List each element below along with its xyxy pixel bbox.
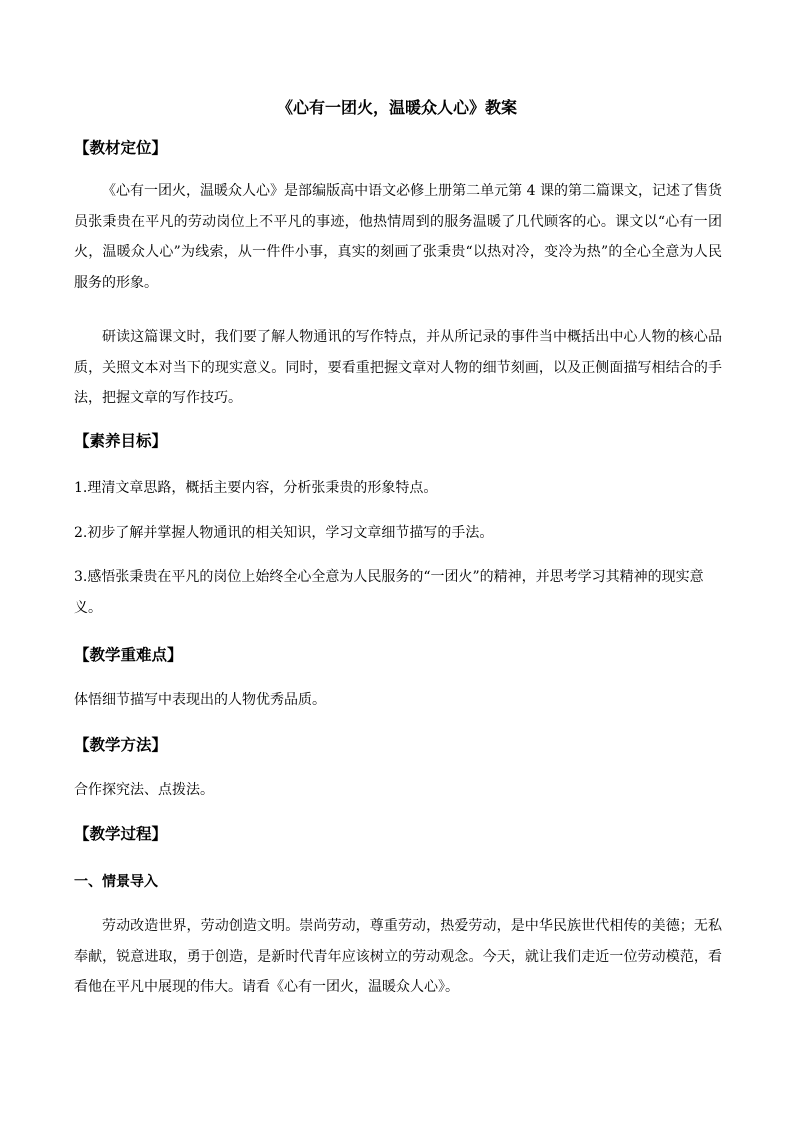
heading-literacy-goals: 【素养目标】 — [74, 431, 168, 450]
key-points-text: 体悟细节描写中表现出的人物优秀品质。 — [74, 692, 326, 708]
positioning-paragraph-2: 研读这篇课文时，我们要了解人物通讯的写作特点，并从所记录的事件当中概括出中心人物的核心品质，关照文本对当下的现实意义。同时，要看重把握文章对人物的细节刻画，以及正侧面描写相结合的手法，把握文章的写作技巧。 — [74, 329, 722, 406]
scene-intro-paragraph: 劳动改造世界，劳动创造文明。崇尚劳动，尊重劳动，热爱劳动，是中华民族世代相传的美德；无私奉献，锐意进取，勇于创造，是新时代青年应该树立的劳动观念。今天，就让我们走近一位劳动模范，看看他在平凡中展现的伟大。请看《心有一团火，温暖众人心》。 — [74, 918, 722, 995]
goal-item-2: 2.初步了解并掌握人物通讯的相关知识，学习文章细节描写的手法。 — [74, 525, 494, 541]
heading-textbook-positioning: 【教材定位】 — [74, 138, 168, 157]
goal-item-3: 3.感悟张秉贵在平凡的岗位上始终全心全意为人民服务的“一团火”的精神，并思考学习其精神的现实意义。 — [74, 569, 704, 616]
heading-key-points: 【教学重难点】 — [74, 645, 183, 664]
positioning-paragraph-1: 《心有一团火，温暖众人心》是部编版高中语文必修上册第二单元第 4 课的第二篇课文，记述了售货员张秉贵在平凡的劳动岗位上不平凡的事迹，他热情周到的服务温暖了几代顾客的心。课文以“心有一团火，温暖众人心”为线索，从一件件小事，真实的刻画了张秉贵“以热对冷，变冷为热”的全心全意为人民服务的形象。 — [74, 183, 722, 291]
document-title: 《心有一团火，温暖众人心》教案 — [276, 98, 517, 117]
teaching-methods-text: 合作探究法、点拨法。 — [74, 782, 214, 798]
subheading-scene-intro: 一、情景导入 — [74, 874, 158, 890]
goal-item-1: 1.理清文章思路，概括主要内容，分析张秉贵的形象特点。 — [74, 480, 438, 496]
heading-teaching-methods: 【教学方法】 — [74, 735, 168, 754]
heading-teaching-process: 【教学过程】 — [74, 824, 168, 843]
